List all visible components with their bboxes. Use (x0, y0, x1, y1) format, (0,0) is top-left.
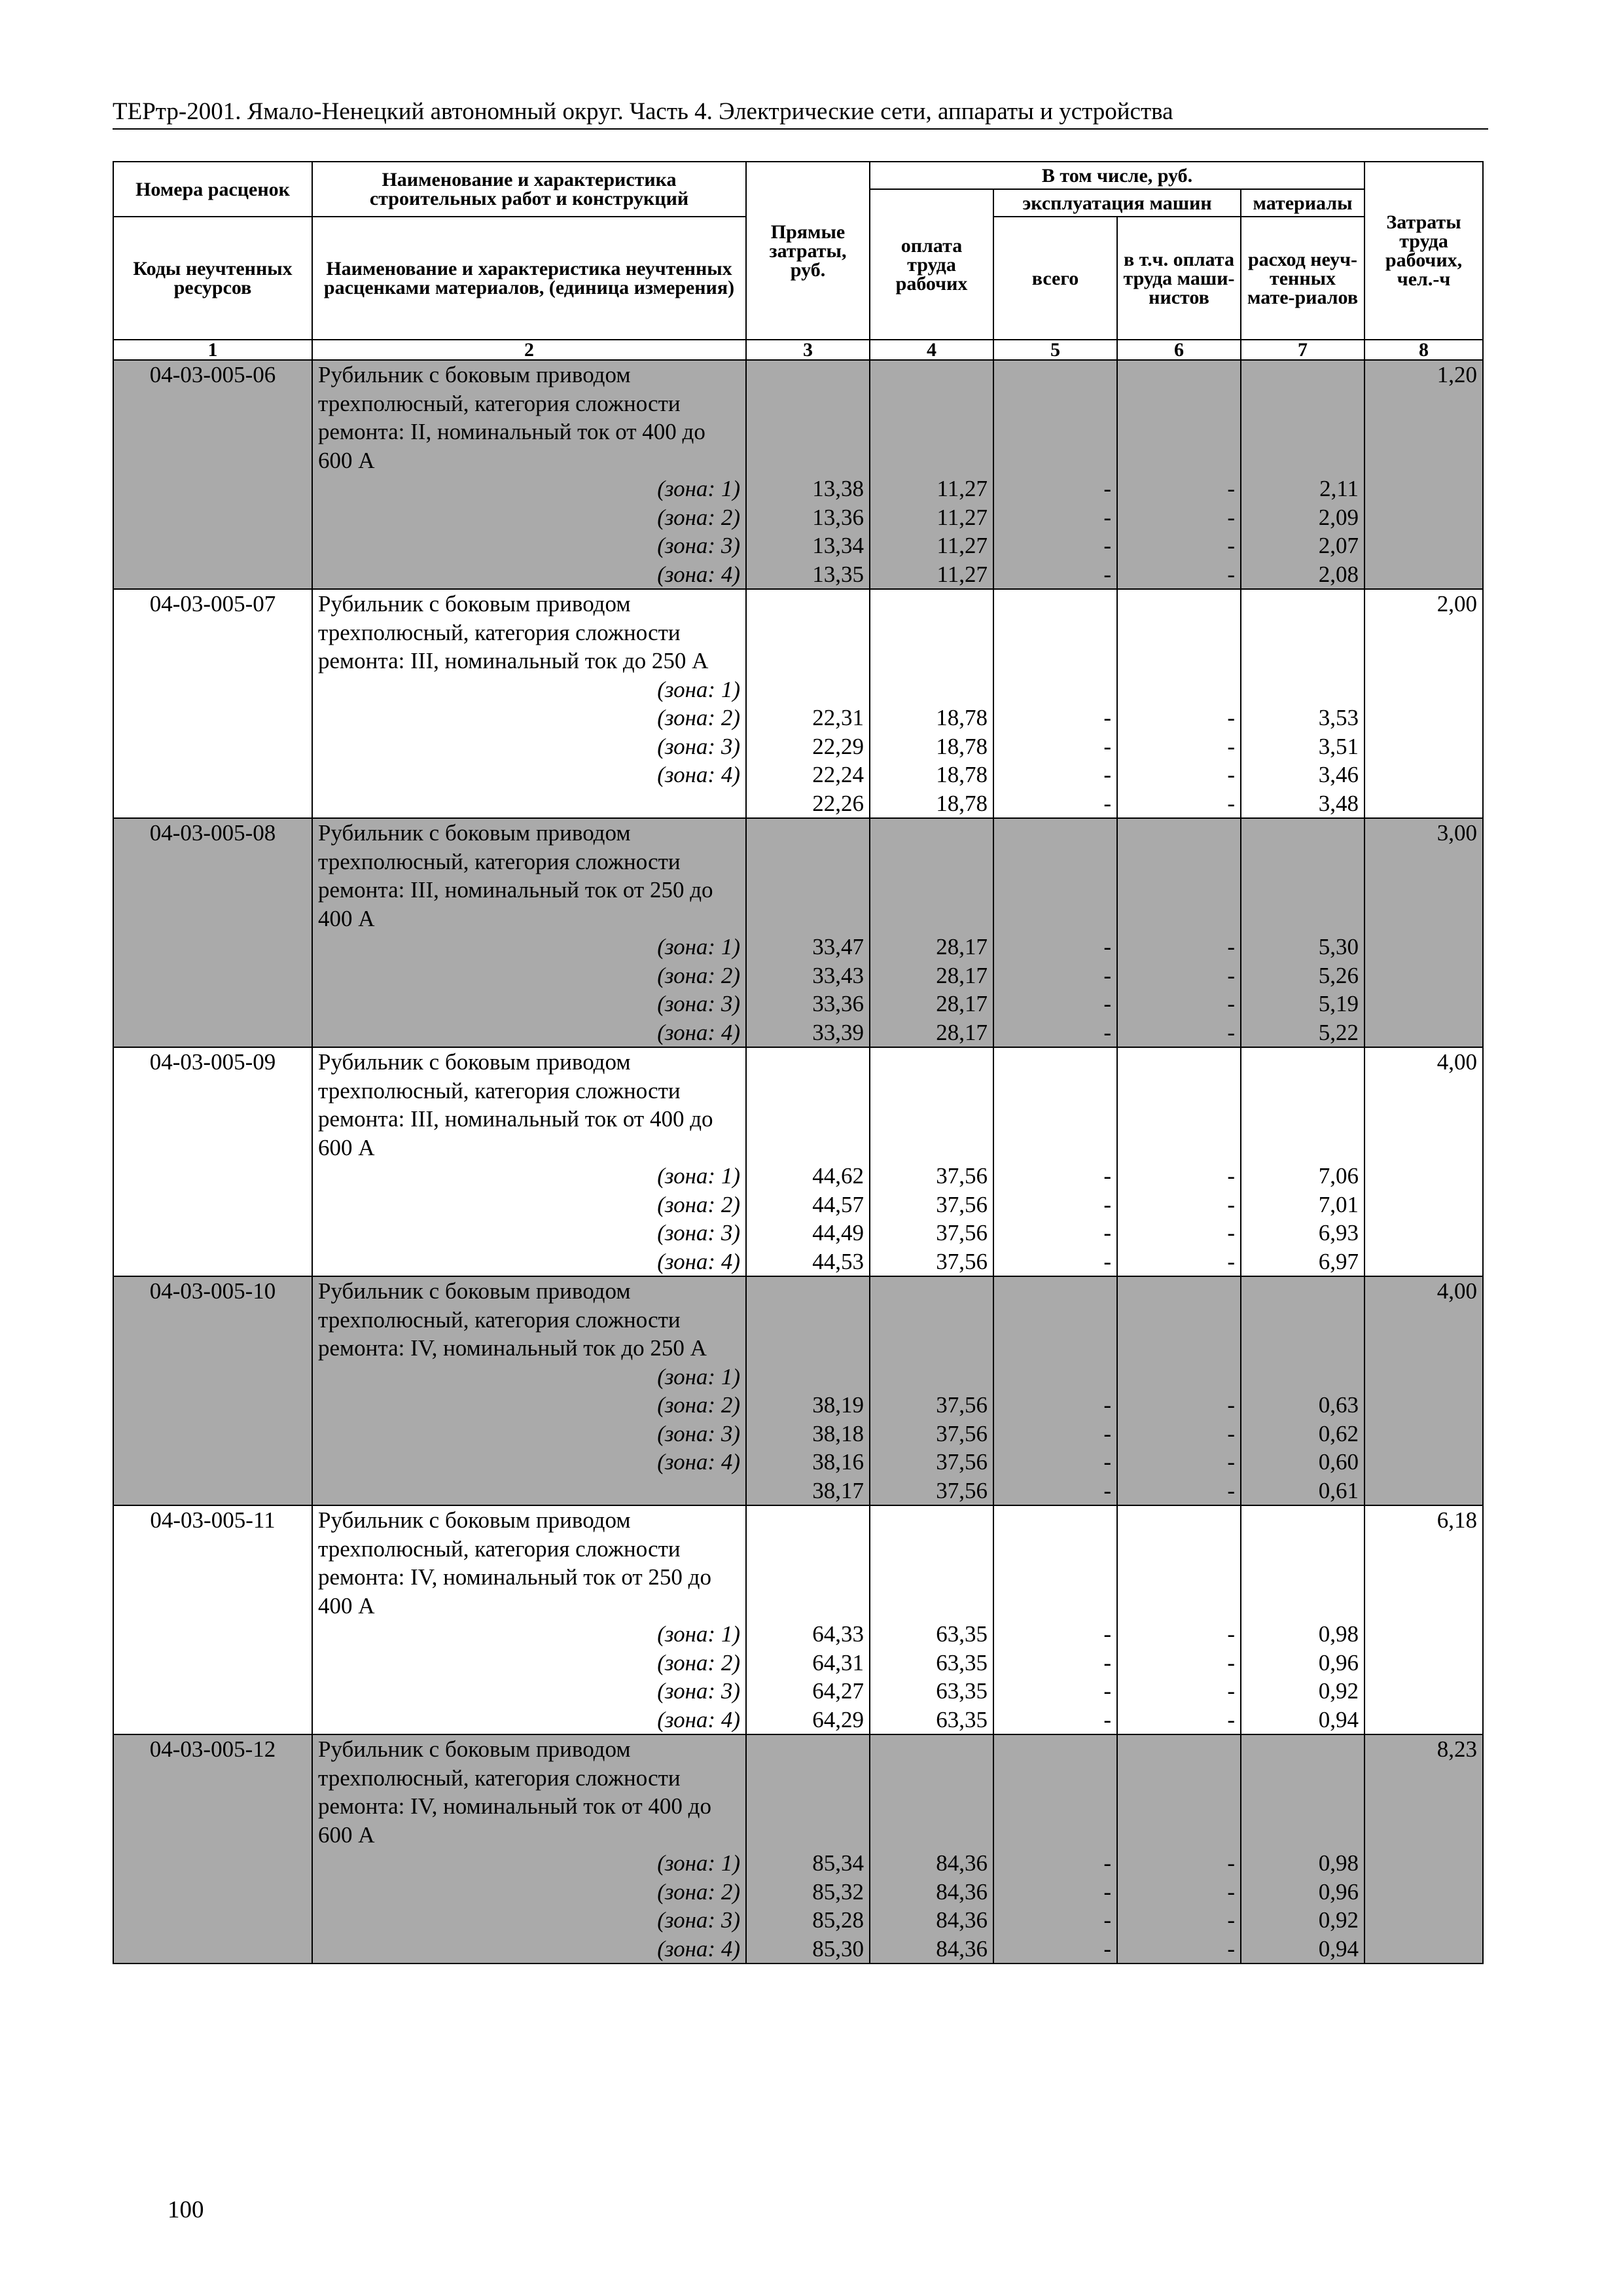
rate-description-cell (312, 1734, 746, 1964)
direct-cost-cell (746, 1734, 870, 1964)
materials-spend: 2,07 (1318, 533, 1359, 558)
labor: 3,00 (1364, 818, 1483, 1047)
col-header-materials-spend: расход неуч-тенных мате-риалов (1241, 217, 1364, 340)
machine-total: - (1103, 504, 1111, 530)
zone-label: (зона: 2) (657, 1392, 740, 1418)
col-header-materials: материалы (1241, 189, 1364, 217)
machinist-wages: - (1227, 1449, 1235, 1475)
rate-description: Рубильник с боковым приводом трехполюсный, категория сложности ремонта: IV, номинальный ток от 400 до 600 А (318, 1736, 711, 1848)
wages: 18,78 (936, 733, 988, 759)
machine-total: - (1103, 1878, 1111, 1905)
rate-description-cell (312, 1276, 746, 1505)
machinist-wages-cell (1117, 360, 1241, 589)
rate-row (113, 589, 1483, 818)
materials-spend: 0,62 (1318, 1420, 1359, 1446)
zone-label: (зона: 4) (657, 1706, 740, 1732)
machinist-wages-cell (1117, 1047, 1241, 1276)
materials-spend-cell (1241, 589, 1364, 818)
materials-spend-cell (1241, 1505, 1364, 1734)
col-header-resource-codes: Коды неучтенных ресурсов (113, 217, 312, 340)
direct-cost-cell (746, 818, 870, 1047)
wages: 37,56 (936, 1449, 988, 1475)
machine-total-cell (993, 589, 1117, 818)
materials-spend: 0,60 (1318, 1449, 1359, 1475)
labor: 2,00 (1364, 589, 1483, 818)
materials-spend: 7,01 (1318, 1191, 1359, 1217)
rate-code: 04-03-005-09 (113, 1047, 312, 1276)
rate-description: Рубильник с боковым приводом трехполюсный, категория сложности ремонта: III, номинальный ток до 250 А (318, 591, 709, 673)
materials-spend: 5,30 (1318, 934, 1359, 960)
col-header-labor: Затраты труда рабочих, чел.-ч (1364, 162, 1483, 340)
wages: 84,36 (936, 1907, 988, 1933)
rate-description-cell (312, 360, 746, 589)
zone-label: (зона: 3) (657, 1678, 740, 1704)
machine-total-cell (993, 1047, 1117, 1276)
wages: 28,17 (936, 962, 988, 988)
machine-total: - (1103, 733, 1111, 759)
wages: 11,27 (936, 476, 988, 501)
direct-cost: 33,36 (812, 991, 864, 1016)
rate-description: Рубильник с боковым приводом трехполюсный, категория сложности ремонта: IV, номинальный ток от 250 до 400 А (318, 1507, 711, 1619)
materials-spend: 0,96 (1318, 1649, 1359, 1676)
materials-spend: 5,19 (1318, 991, 1359, 1016)
machinist-wages: - (1227, 1850, 1235, 1876)
direct-cost: 64,29 (812, 1706, 864, 1732)
direct-cost: 22,24 (812, 762, 864, 787)
materials-spend: 0,92 (1318, 1678, 1359, 1704)
materials-spend: 2,11 (1319, 476, 1359, 501)
rate-description: Рубильник с боковым приводом трехполюсный, категория сложности ремонта: IV, номинальный ток до 250 А (318, 1278, 707, 1361)
machine-total: - (1103, 991, 1111, 1016)
page-number: 100 (168, 2197, 204, 2223)
direct-cost: 33,43 (812, 962, 864, 988)
zone-label: (зона: 4) (657, 1935, 740, 1962)
machine-total: - (1103, 561, 1111, 587)
machinist-wages: - (1227, 1706, 1235, 1732)
machinist-wages: - (1227, 1621, 1235, 1647)
materials-spend: 0,94 (1318, 1935, 1359, 1962)
direct-cost: 44,62 (812, 1163, 864, 1189)
wages: 37,56 (936, 1420, 988, 1446)
wages: 37,56 (936, 1248, 988, 1274)
column-number: 6 (1117, 340, 1241, 360)
wages: 11,27 (936, 504, 988, 530)
machine-total-cell (993, 360, 1117, 589)
direct-cost-cell (746, 1047, 870, 1276)
direct-cost: 85,30 (812, 1935, 864, 1962)
rate-row (113, 360, 1483, 589)
wages-cell (870, 1505, 993, 1734)
column-number: 2 (312, 340, 746, 360)
machine-total: - (1103, 1163, 1111, 1189)
machinist-wages: - (1227, 934, 1235, 960)
zone-label: (зона: 3) (657, 1220, 740, 1246)
column-number-row (113, 340, 1483, 360)
machine-total-cell (993, 1505, 1117, 1734)
machinist-wages: - (1227, 504, 1235, 530)
direct-cost: 22,26 (812, 790, 864, 816)
wages: 28,17 (936, 991, 988, 1016)
direct-cost-cell (746, 1276, 870, 1505)
machine-total: - (1103, 1420, 1111, 1446)
rate-code: 04-03-005-08 (113, 818, 312, 1047)
rate-code: 04-03-005-10 (113, 1276, 312, 1505)
col-header-material-name: Наименование и характеристика неучтенных расценками материалов, (единица измерения) (312, 217, 746, 340)
labor: 8,23 (1364, 1734, 1483, 1964)
wages: 37,56 (936, 1163, 988, 1189)
labor: 4,00 (1364, 1276, 1483, 1505)
machine-total: - (1103, 533, 1111, 558)
zone-label: (зона: 3) (657, 1907, 740, 1933)
wages: 84,36 (936, 1935, 988, 1962)
direct-cost: 64,27 (812, 1678, 864, 1704)
rate-row (113, 1505, 1483, 1734)
materials-spend: 0,61 (1318, 1477, 1359, 1503)
rates-table (113, 161, 1484, 1964)
machinist-wages-cell (1117, 1734, 1241, 1964)
zone-label: (зона: 1) (657, 476, 740, 501)
machinist-wages: - (1227, 1220, 1235, 1246)
direct-cost-cell (746, 1505, 870, 1734)
machine-total: - (1103, 1907, 1111, 1933)
wages-cell (870, 360, 993, 589)
machinist-wages-cell (1117, 589, 1241, 818)
materials-spend: 3,53 (1318, 705, 1359, 730)
direct-cost-cell (746, 589, 870, 818)
machinist-wages: - (1227, 733, 1235, 759)
zone-label: (зона: 1) (657, 1363, 740, 1390)
direct-cost: 38,17 (812, 1477, 864, 1503)
direct-cost: 33,39 (812, 1019, 864, 1045)
zone-label: (зона: 2) (657, 504, 740, 530)
direct-cost: 22,29 (812, 733, 864, 759)
machine-total: - (1103, 790, 1111, 816)
machine-total: - (1103, 762, 1111, 787)
col-header-machine-total: всего (993, 217, 1117, 340)
direct-cost: 85,32 (812, 1878, 864, 1905)
materials-spend: 3,46 (1318, 762, 1359, 787)
zone-label: (зона: 2) (657, 962, 740, 988)
machine-total: - (1103, 1392, 1111, 1418)
direct-cost: 44,57 (812, 1191, 864, 1217)
column-number: 5 (993, 340, 1117, 360)
zone-label: (зона: 1) (657, 676, 740, 702)
zone-label: (зона: 3) (657, 533, 740, 558)
machinist-wages: - (1227, 1191, 1235, 1217)
wages: 84,36 (936, 1878, 988, 1905)
zone-label: (зона: 4) (657, 1019, 740, 1045)
rate-description-cell (312, 818, 746, 1047)
col-header-rate-number: Номера расценок (113, 162, 312, 217)
machinist-wages: - (1227, 1019, 1235, 1045)
machine-total: - (1103, 1019, 1111, 1045)
zone-label: (зона: 4) (657, 762, 740, 787)
machinist-wages: - (1227, 1935, 1235, 1962)
materials-spend: 6,93 (1318, 1220, 1359, 1246)
wages: 84,36 (936, 1850, 988, 1876)
direct-cost: 13,35 (812, 561, 864, 587)
col-header-direct-costs: Прямые затраты, руб. (746, 162, 870, 340)
direct-cost: 44,49 (812, 1220, 864, 1246)
machine-total: - (1103, 1449, 1111, 1475)
materials-spend: 3,48 (1318, 790, 1359, 816)
wages-cell (870, 818, 993, 1047)
machinist-wages: - (1227, 790, 1235, 816)
zone-label: (зона: 1) (657, 1850, 740, 1876)
materials-spend: 0,94 (1318, 1706, 1359, 1732)
materials-spend: 3,51 (1318, 733, 1359, 759)
wages: 63,35 (936, 1649, 988, 1676)
wages: 28,17 (936, 1019, 988, 1045)
zone-label: (зона: 2) (657, 705, 740, 730)
machinist-wages: - (1227, 762, 1235, 787)
machinist-wages: - (1227, 1649, 1235, 1676)
materials-spend: 5,22 (1318, 1019, 1359, 1045)
materials-spend-cell (1241, 1276, 1364, 1505)
col-header-including: В том числе, руб. (870, 162, 1364, 189)
direct-cost: 13,34 (812, 533, 864, 558)
rate-row (113, 1276, 1483, 1505)
machinist-wages: - (1227, 561, 1235, 587)
rates-body (113, 360, 1483, 1964)
wages: 18,78 (936, 762, 988, 787)
materials-spend: 0,92 (1318, 1907, 1359, 1933)
wages: 18,78 (936, 705, 988, 730)
rate-code: 04-03-005-11 (113, 1505, 312, 1734)
machine-total: - (1103, 1248, 1111, 1274)
wages-cell (870, 589, 993, 818)
machinist-wages: - (1227, 476, 1235, 501)
direct-cost: 64,33 (812, 1621, 864, 1647)
materials-spend: 2,09 (1318, 504, 1359, 530)
col-header-machinist-wages: в т.ч. оплата труда маши-нистов (1117, 217, 1241, 340)
labor: 6,18 (1364, 1505, 1483, 1734)
labor: 4,00 (1364, 1047, 1483, 1276)
direct-cost: 38,18 (812, 1420, 864, 1446)
machinist-wages: - (1227, 1392, 1235, 1418)
rate-description-cell (312, 1505, 746, 1734)
zone-label: (зона: 1) (657, 1621, 740, 1647)
materials-spend-cell (1241, 1047, 1364, 1276)
direct-cost-cell (746, 360, 870, 589)
rate-row (113, 1734, 1483, 1964)
wages: 28,17 (936, 934, 988, 960)
materials-spend: 0,63 (1318, 1392, 1359, 1418)
direct-cost: 38,19 (812, 1392, 864, 1418)
materials-spend-cell (1241, 360, 1364, 589)
wages-cell (870, 1276, 993, 1505)
rate-description: Рубильник с боковым приводом трехполюсный, категория сложности ремонта: II, номинальный ток от 400 до 600 А (318, 362, 705, 473)
zone-label: (зона: 3) (657, 991, 740, 1016)
materials-spend: 5,26 (1318, 962, 1359, 988)
zone-label: (зона: 4) (657, 1449, 740, 1475)
machine-total: - (1103, 705, 1111, 730)
wages: 37,56 (936, 1392, 988, 1418)
wages-cell (870, 1047, 993, 1276)
wages: 63,35 (936, 1678, 988, 1704)
machine-total-cell (993, 1734, 1117, 1964)
zone-label: (зона: 1) (657, 1163, 740, 1189)
machine-total-cell (993, 818, 1117, 1047)
wages-cell (870, 1734, 993, 1964)
materials-spend: 0,98 (1318, 1621, 1359, 1647)
machine-total: - (1103, 1935, 1111, 1962)
table-header (113, 162, 1483, 360)
direct-cost: 85,34 (812, 1850, 864, 1876)
wages: 37,56 (936, 1477, 988, 1503)
materials-spend: 2,08 (1318, 561, 1359, 587)
materials-spend-cell (1241, 818, 1364, 1047)
column-number: 8 (1364, 340, 1483, 360)
machinist-wages: - (1227, 1477, 1235, 1503)
machine-total: - (1103, 1220, 1111, 1246)
machinist-wages-cell (1117, 1276, 1241, 1505)
direct-cost: 33,47 (812, 934, 864, 960)
labor: 1,20 (1364, 360, 1483, 589)
machinist-wages: - (1227, 1420, 1235, 1446)
machinist-wages: - (1227, 533, 1235, 558)
rate-description: Рубильник с боковым приводом трехполюсный, категория сложности ремонта: III, номинальный ток от 250 до 400 А (318, 820, 713, 931)
column-number: 4 (870, 340, 993, 360)
header-rule (113, 128, 1488, 130)
zone-label: (зона: 4) (657, 1248, 740, 1274)
machinist-wages-cell (1117, 818, 1241, 1047)
zone-label: (зона: 1) (657, 934, 740, 960)
machine-total: - (1103, 1649, 1111, 1676)
machinist-wages: - (1227, 962, 1235, 988)
rate-code: 04-03-005-12 (113, 1734, 312, 1964)
machinist-wages-cell (1117, 1505, 1241, 1734)
materials-spend: 7,06 (1318, 1163, 1359, 1189)
machine-total: - (1103, 934, 1111, 960)
wages: 37,56 (936, 1220, 988, 1246)
machine-total: - (1103, 962, 1111, 988)
materials-spend: 0,96 (1318, 1878, 1359, 1905)
machine-total: - (1103, 476, 1111, 501)
rate-description-cell (312, 1047, 746, 1276)
zone-label: (зона: 4) (657, 561, 740, 587)
column-number: 1 (113, 340, 312, 360)
column-number: 3 (746, 340, 870, 360)
machine-total: - (1103, 1191, 1111, 1217)
rate-row (113, 1047, 1483, 1276)
direct-cost: 64,31 (812, 1649, 864, 1676)
zone-label: (зона: 2) (657, 1191, 740, 1217)
wages: 63,35 (936, 1706, 988, 1732)
machinist-wages: - (1227, 1163, 1235, 1189)
zone-label: (зона: 2) (657, 1649, 740, 1676)
rate-description-cell (312, 589, 746, 818)
machinist-wages: - (1227, 1248, 1235, 1274)
machine-total: - (1103, 1678, 1111, 1704)
wages: 11,27 (936, 561, 988, 587)
running-header: ТЕРтр-2001. Ямало-Ненецкий автономный округ. Часть 4. Электрические сети, аппараты и устройства (113, 98, 1173, 125)
direct-cost: 44,53 (812, 1248, 864, 1274)
rate-description: Рубильник с боковым приводом трехполюсный, категория сложности ремонта: III, номинальный ток от 400 до 600 А (318, 1049, 713, 1160)
machinist-wages: - (1227, 1678, 1235, 1704)
rate-row (113, 818, 1483, 1047)
machine-total: - (1103, 1706, 1111, 1732)
machine-total: - (1103, 1477, 1111, 1503)
machinist-wages: - (1227, 1878, 1235, 1905)
machine-total: - (1103, 1621, 1111, 1647)
direct-cost: 13,38 (812, 476, 864, 501)
col-header-work-name: Наименование и характеристика строительных работ и конструкций (312, 162, 746, 217)
materials-spend: 0,98 (1318, 1850, 1359, 1876)
zone-label: (зона: 3) (657, 733, 740, 759)
column-number: 7 (1241, 340, 1364, 360)
col-header-machine-operation: эксплуатация машин (993, 189, 1241, 217)
zone-label: (зона: 3) (657, 1420, 740, 1446)
machinist-wages: - (1227, 991, 1235, 1016)
zone-label: (зона: 2) (657, 1878, 740, 1905)
materials-spend-cell (1241, 1734, 1364, 1964)
machinist-wages: - (1227, 705, 1235, 730)
direct-cost: 38,16 (812, 1449, 864, 1475)
wages: 18,78 (936, 790, 988, 816)
rate-code: 04-03-005-07 (113, 589, 312, 818)
materials-spend: 6,97 (1318, 1248, 1359, 1274)
direct-cost: 22,31 (812, 705, 864, 730)
wages: 11,27 (936, 533, 988, 558)
machinist-wages: - (1227, 1907, 1235, 1933)
machine-total-cell (993, 1276, 1117, 1505)
wages: 37,56 (936, 1191, 988, 1217)
col-header-wages: оплата труда рабочих (870, 189, 993, 340)
wages: 63,35 (936, 1621, 988, 1647)
rate-code: 04-03-005-06 (113, 360, 312, 589)
direct-cost: 13,36 (812, 504, 864, 530)
direct-cost: 85,28 (812, 1907, 864, 1933)
machine-total: - (1103, 1850, 1111, 1876)
